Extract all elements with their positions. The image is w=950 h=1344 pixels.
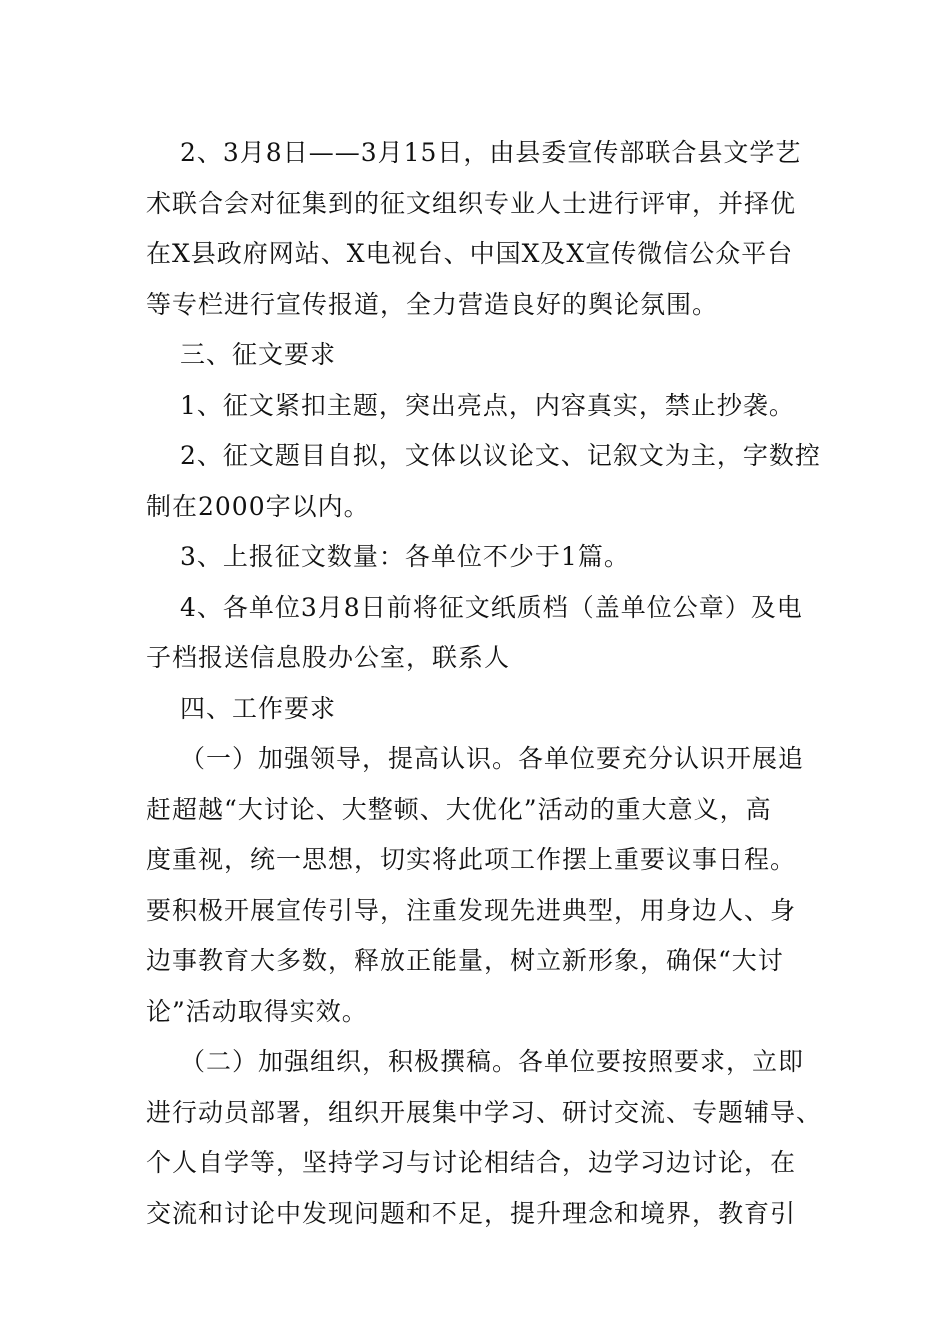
paragraph-line: 交流和讨论中发现问题和不足，提升理念和境界，教育引 — [146, 1198, 797, 1228]
paragraph-line: 术联合会对征集到的征文组织专业人士进行评审，并择优 — [146, 188, 797, 218]
paragraph-line: 子档报送信息股办公室，联系人 — [146, 643, 511, 672]
paragraph-line: 4、各单位3月8日前将征文纸质档（盖单位公章）及电 — [180, 592, 803, 622]
paragraph-line: 1、征文紧扣主题，突出亮点，内容真实，禁止抄袭。 — [180, 390, 795, 420]
paragraph-line: 2、征文题目自拟，文体以议论文、记叙文为主，字数控 — [180, 441, 821, 470]
paragraph-line: 度重视，统一思想，切实将此项工作摆上重要议事日程。 — [146, 845, 797, 874]
document-body — [146, 128, 823, 1239]
paragraph-line: （二）加强组织，积极撰稿。各单位要按照要求，立即 — [180, 1047, 805, 1076]
paragraph-line: 2、3月8日——3月15日，由县委宣传部联合县文学艺 — [180, 138, 802, 167]
section-heading: 三、征文要求 — [180, 340, 337, 369]
paragraph-line: 等专栏进行宣传报道，全力营造良好的舆论氛围。 — [146, 289, 719, 319]
paragraph-line: 边事教育大多数，释放正能量，树立新形象，确保“大讨 — [146, 946, 784, 975]
paragraph-line: 进行动员部署，组织开展集中学习、研讨交流、专题辅导、 — [146, 1097, 823, 1127]
paragraph-line: 在X县政府网站、X电视台、中国X及X宣传微信公众平台 — [146, 239, 794, 268]
paragraph-line: 3、上报征文数量：各单位不少于1篇。 — [180, 542, 630, 571]
paragraph-line: （一）加强领导，提高认识。各单位要充分认识开展追 — [180, 744, 805, 773]
paragraph-line: 论”活动取得实效。 — [146, 996, 368, 1026]
paragraph-line: 要积极开展宣传引导，注重发现先进典型，用身边人、身 — [146, 895, 797, 925]
section-heading: 四、工作要求 — [180, 693, 337, 723]
paragraph-line: 制在2000字以内。 — [146, 491, 370, 521]
paragraph-line: 个人自学等，坚持学习与讨论相结合，边学习边讨论，在 — [146, 1148, 797, 1177]
paragraph-line: 赶超越“大讨论、大整顿、大优化”活动的重大意义，高 — [146, 794, 772, 824]
